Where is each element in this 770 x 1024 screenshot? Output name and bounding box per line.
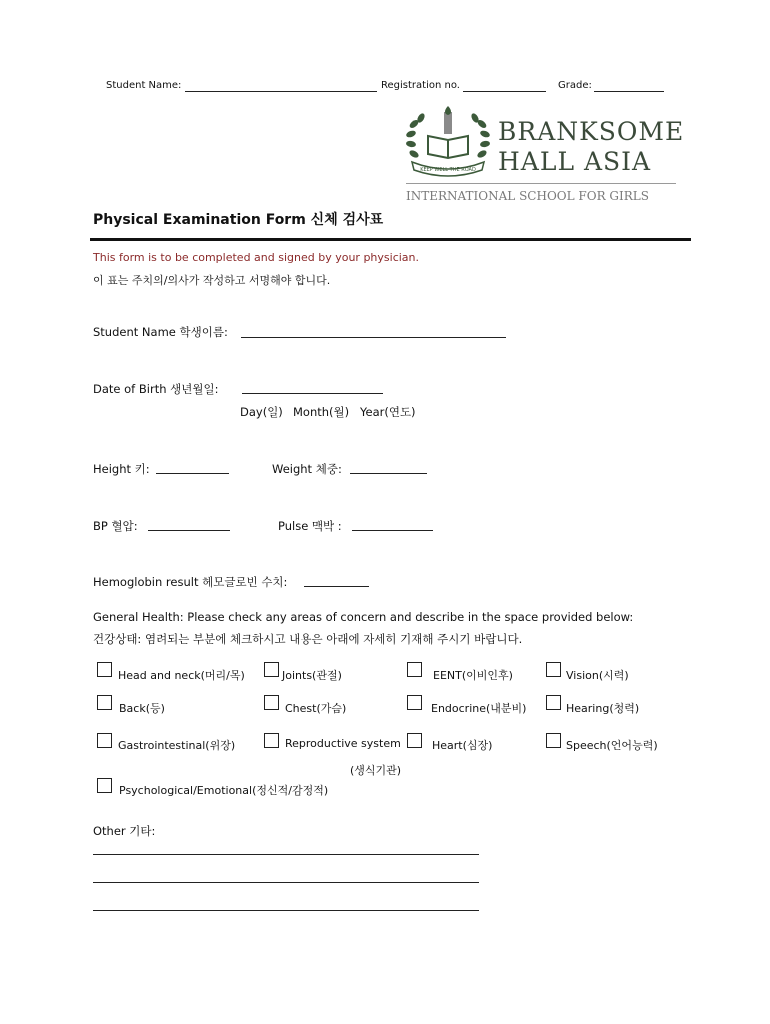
student-name-header-label: Student Name: (106, 80, 182, 91)
eent-label: EENT(이비인후) (433, 669, 513, 682)
height-field[interactable] (156, 473, 229, 474)
endocrine-checkbox[interactable] (407, 695, 422, 710)
chest-label: Chest(가슴) (285, 702, 347, 715)
endocrine-label: Endocrine(내분비) (431, 702, 527, 715)
other-line-3[interactable] (93, 910, 479, 911)
logo-line1: BRANKSOME (498, 117, 685, 146)
form-title: Physical Examination Form 신체 검사표 (93, 212, 384, 228)
gastrointestinal-checkbox[interactable] (97, 733, 112, 748)
vision-checkbox[interactable] (546, 662, 561, 677)
psychological-checkbox[interactable] (97, 778, 112, 793)
back-checkbox[interactable] (97, 695, 112, 710)
pulse-label: Pulse 맥박 : (278, 519, 342, 533)
weight-field[interactable] (350, 473, 427, 474)
notice-english: This form is to be completed and signed by your physician. (93, 251, 420, 264)
psychological-label: Psychological/Emotional(정신적/감정적) (119, 784, 329, 797)
crest-icon (404, 106, 492, 178)
gastrointestinal-label: Gastrointestinal(위장) (118, 739, 236, 752)
heart-label: Heart(심장) (432, 739, 493, 752)
dob-day-label: Day(일) (240, 405, 283, 419)
speech-checkbox[interactable] (546, 733, 561, 748)
logo-divider (406, 183, 676, 184)
hemoglobin-label: Hemoglobin result 헤모글로빈 수치: (93, 575, 288, 589)
other-label: Other 기타: (93, 824, 156, 838)
other-line-1[interactable] (93, 854, 479, 855)
general-health-english: General Health: Please check any areas of concern and describe in the space provided below: (93, 610, 634, 624)
heart-checkbox[interactable] (407, 733, 422, 748)
logo-line2: HALL ASIA (498, 147, 652, 176)
bp-label: BP 혈압: (93, 519, 138, 533)
registration-field[interactable] (463, 91, 546, 92)
hearing-label: Hearing(청력) (566, 702, 640, 715)
chest-checkbox[interactable] (264, 695, 279, 710)
reproductive-checkbox[interactable] (264, 733, 279, 748)
head-neck-label: Head and neck(머리/목) (118, 669, 245, 682)
student-name-field[interactable] (241, 337, 506, 338)
dob-year-label: Year(연도) (360, 405, 416, 419)
reproductive-korean-label: (생식기관) (350, 764, 402, 777)
registration-label: Registration no. (381, 80, 460, 91)
reproductive-label: Reproductive system (285, 737, 401, 750)
general-health-korean: 건강상태: 염려되는 부분에 체크하시고 내용은 아래에 자세히 기재해 주시기 바랍니다. (93, 632, 523, 646)
pulse-field[interactable] (352, 530, 433, 531)
other-line-2[interactable] (93, 882, 479, 883)
height-label: Height 키: (93, 462, 150, 476)
title-divider (90, 238, 691, 241)
dob-month-label: Month(월) (293, 405, 350, 419)
bp-field[interactable] (148, 530, 230, 531)
grade-label: Grade: (558, 80, 592, 91)
back-label: Back(등) (119, 702, 165, 715)
joints-checkbox[interactable] (264, 662, 279, 677)
crest-motto: KEEP WELL THE ROAD (420, 167, 476, 173)
head-neck-checkbox[interactable] (97, 662, 112, 677)
grade-field[interactable] (594, 91, 664, 92)
speech-label: Speech(언어능력) (566, 739, 658, 752)
vision-label: Vision(시력) (566, 669, 629, 682)
logo-tagline: INTERNATIONAL SCHOOL FOR GIRLS (406, 189, 649, 203)
student-name-header-field[interactable] (185, 91, 377, 92)
joints-label: Joints(관절) (282, 669, 342, 682)
hearing-checkbox[interactable] (546, 695, 561, 710)
student-name-label: Student Name 학생이름: (93, 325, 228, 339)
eent-checkbox[interactable] (407, 662, 422, 677)
dob-label: Date of Birth 생년월일: (93, 382, 219, 396)
hemoglobin-field[interactable] (304, 586, 369, 587)
notice-korean: 이 표는 주치의/의사가 작성하고 서명해야 합니다. (93, 274, 331, 287)
weight-label: Weight 체중: (272, 462, 342, 476)
dob-field[interactable] (242, 393, 383, 394)
